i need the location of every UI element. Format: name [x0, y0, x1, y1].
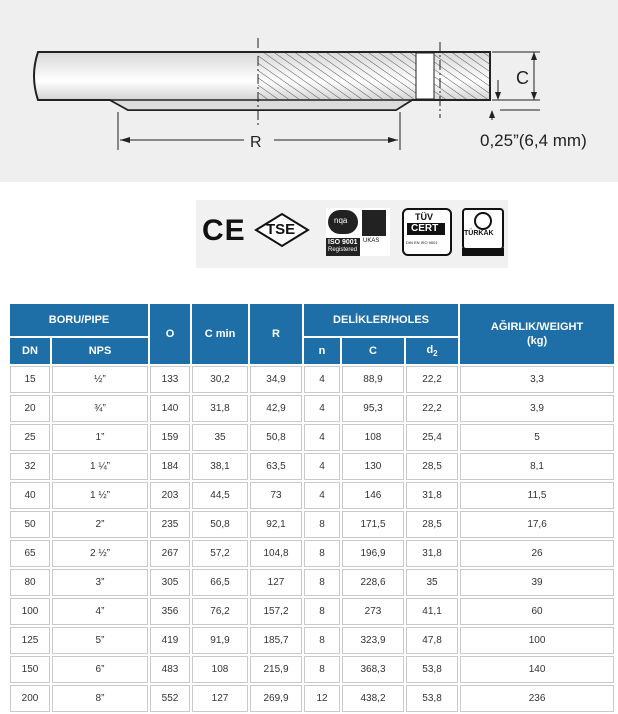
header-n: n	[304, 338, 340, 364]
cell-weight: 60	[460, 598, 614, 625]
cell-o: 483	[150, 656, 190, 683]
cell-weight: 3,9	[460, 395, 614, 422]
cell-dn: 50	[10, 511, 50, 538]
cell-r: 92,1	[250, 511, 302, 538]
cell-r: 215,9	[250, 656, 302, 683]
cell-cmin: 50,8	[192, 511, 248, 538]
table-row	[10, 453, 614, 480]
cell-c: 368,3	[342, 656, 404, 683]
table-row	[10, 569, 614, 596]
cell-d2: 41,1	[406, 598, 458, 625]
cell-o: 356	[150, 598, 190, 625]
flange-dimensions-table	[8, 302, 612, 714]
cell-dn: 40	[10, 482, 50, 509]
cell-cmin: 108	[192, 656, 248, 683]
cell-nps: 1 ¼”	[52, 453, 148, 480]
cell-n: 4	[304, 366, 340, 393]
cell-o: 140	[150, 395, 190, 422]
cell-nps: 2”	[52, 511, 148, 538]
cell-weight: 8,1	[460, 453, 614, 480]
cell-o: 267	[150, 540, 190, 567]
cell-cmin: 31,8	[192, 395, 248, 422]
table-row	[10, 685, 614, 712]
cell-o: 133	[150, 366, 190, 393]
cell-c: 171,5	[342, 511, 404, 538]
table-row	[10, 395, 614, 422]
cell-weight: 140	[460, 656, 614, 683]
cell-dn: 65	[10, 540, 50, 567]
cell-cmin: 127	[192, 685, 248, 712]
table-row	[10, 366, 614, 393]
table-row	[10, 627, 614, 654]
cell-n: 4	[304, 453, 340, 480]
cell-cmin: 91,9	[192, 627, 248, 654]
tuv-cert-logo-icon: TÜV CERT DIN EN ISO 9001	[402, 208, 450, 254]
cell-c: 130	[342, 453, 404, 480]
cell-nps: 1 ½”	[52, 482, 148, 509]
cell-nps: 4”	[52, 598, 148, 625]
table-row	[10, 511, 614, 538]
cell-weight: 17,6	[460, 511, 614, 538]
cell-d2: 53,8	[406, 656, 458, 683]
cell-nps: 3”	[52, 569, 148, 596]
cell-r: 50,8	[250, 424, 302, 451]
cell-r: 73	[250, 482, 302, 509]
cell-c: 108	[342, 424, 404, 451]
cell-cmin: 35	[192, 424, 248, 451]
cell-d2: 35	[406, 569, 458, 596]
header-r: R	[250, 304, 302, 364]
hatched-section	[258, 53, 416, 99]
cell-d2: 53,8	[406, 685, 458, 712]
cell-d2: 22,2	[406, 395, 458, 422]
cell-d2: 31,8	[406, 482, 458, 509]
cell-dn: 100	[10, 598, 50, 625]
header-d2: $d_2$	[406, 338, 458, 364]
cell-weight: 39	[460, 569, 614, 596]
header-dn: DN	[10, 338, 50, 364]
cell-c: 146	[342, 482, 404, 509]
cell-cmin: 57,2	[192, 540, 248, 567]
cell-c: 323,9	[342, 627, 404, 654]
header-holes: DELİKLER/HOLES	[304, 304, 458, 336]
certification-logos	[196, 200, 508, 268]
header-weight-unit: (kg)	[526, 335, 548, 347]
cell-o: 203	[150, 482, 190, 509]
bolt-hole	[416, 53, 434, 99]
cell-weight: 236	[460, 685, 614, 712]
cell-r: 127	[250, 569, 302, 596]
cell-d2: 28,5	[406, 453, 458, 480]
cell-n: 8	[304, 569, 340, 596]
cell-o: 184	[150, 453, 190, 480]
cell-dn: 125	[10, 627, 50, 654]
cell-n: 8	[304, 598, 340, 625]
table-row	[10, 424, 614, 451]
cell-weight: 11,5	[460, 482, 614, 509]
cell-cmin: 44,5	[192, 482, 248, 509]
cell-weight: 100	[460, 627, 614, 654]
cell-weight: 5	[460, 424, 614, 451]
cell-r: 63,5	[250, 453, 302, 480]
cell-o: 552	[150, 685, 190, 712]
cell-nps: 5”	[52, 627, 148, 654]
cell-cmin: 38,1	[192, 453, 248, 480]
header-nps: NPS	[52, 338, 148, 364]
header-weight	[460, 304, 614, 364]
cell-n: 12	[304, 685, 340, 712]
cell-r: 157,2	[250, 598, 302, 625]
cell-r: 42,9	[250, 395, 302, 422]
cell-n: 8	[304, 627, 340, 654]
cell-cmin: 30,2	[192, 366, 248, 393]
table-row	[10, 540, 614, 567]
cell-dn: 80	[10, 569, 50, 596]
cell-r: 104,8	[250, 540, 302, 567]
cell-cmin: 76,2	[192, 598, 248, 625]
cell-o: 235	[150, 511, 190, 538]
raised-face	[110, 100, 412, 110]
cell-weight: 3,3	[460, 366, 614, 393]
cell-weight: 26	[460, 540, 614, 567]
table-row	[10, 656, 614, 683]
cell-o: 159	[150, 424, 190, 451]
cell-nps: ¾”	[52, 395, 148, 422]
cell-dn: 150	[10, 656, 50, 683]
cell-r: 34,9	[250, 366, 302, 393]
header-c: C	[342, 338, 404, 364]
cell-n: 4	[304, 424, 340, 451]
label-c: C	[516, 68, 529, 88]
iso-9001-logo-icon: nqa UKAS ISO 9001 Registered	[326, 208, 390, 256]
cell-n: 4	[304, 395, 340, 422]
cell-n: 8	[304, 540, 340, 567]
cell-n: 8	[304, 656, 340, 683]
cell-dn: 200	[10, 685, 50, 712]
cell-d2: 47,8	[406, 627, 458, 654]
header-weight-label: AĞIRLIK/WEIGHT	[490, 321, 584, 333]
table-row	[10, 482, 614, 509]
turkak-logo-icon: TÜRKAK	[462, 208, 502, 256]
table-row	[10, 598, 614, 625]
cell-d2: 31,8	[406, 540, 458, 567]
flange-drawing	[0, 0, 618, 182]
cell-dn: 32	[10, 453, 50, 480]
cell-c: 196,9	[342, 540, 404, 567]
cell-nps: 6”	[52, 656, 148, 683]
cell-r: 269,9	[250, 685, 302, 712]
flange-cross-section	[0, 0, 618, 182]
cell-r: 185,7	[250, 627, 302, 654]
cell-dn: 25	[10, 424, 50, 451]
cell-c: 228,6	[342, 569, 404, 596]
cell-c: 88,9	[342, 366, 404, 393]
cell-d2: 25,4	[406, 424, 458, 451]
header-o: O	[150, 304, 190, 364]
tse-logo-icon: TSE	[252, 210, 312, 250]
cell-nps: ½”	[52, 366, 148, 393]
cell-c: 95,3	[342, 395, 404, 422]
cell-d2: 28,5	[406, 511, 458, 538]
cell-nps: 2 ½”	[52, 540, 148, 567]
cell-c: 273	[342, 598, 404, 625]
cell-d2: 22,2	[406, 366, 458, 393]
cell-c: 438,2	[342, 685, 404, 712]
header-cmin: C min	[192, 304, 248, 364]
cell-nps: 8”	[52, 685, 148, 712]
cell-dn: 20	[10, 395, 50, 422]
cell-nps: 1”	[52, 424, 148, 451]
label-r: R	[250, 134, 262, 151]
cell-n: 4	[304, 482, 340, 509]
header-pipe: BORU/PIPE	[10, 304, 148, 336]
cell-o: 419	[150, 627, 190, 654]
label-thickness: 0,25”(6,4 mm)	[480, 131, 587, 150]
cell-dn: 15	[10, 366, 50, 393]
cell-o: 305	[150, 569, 190, 596]
cell-n: 8	[304, 511, 340, 538]
cell-cmin: 66,5	[192, 569, 248, 596]
ce-mark-icon: CE	[202, 214, 246, 247]
